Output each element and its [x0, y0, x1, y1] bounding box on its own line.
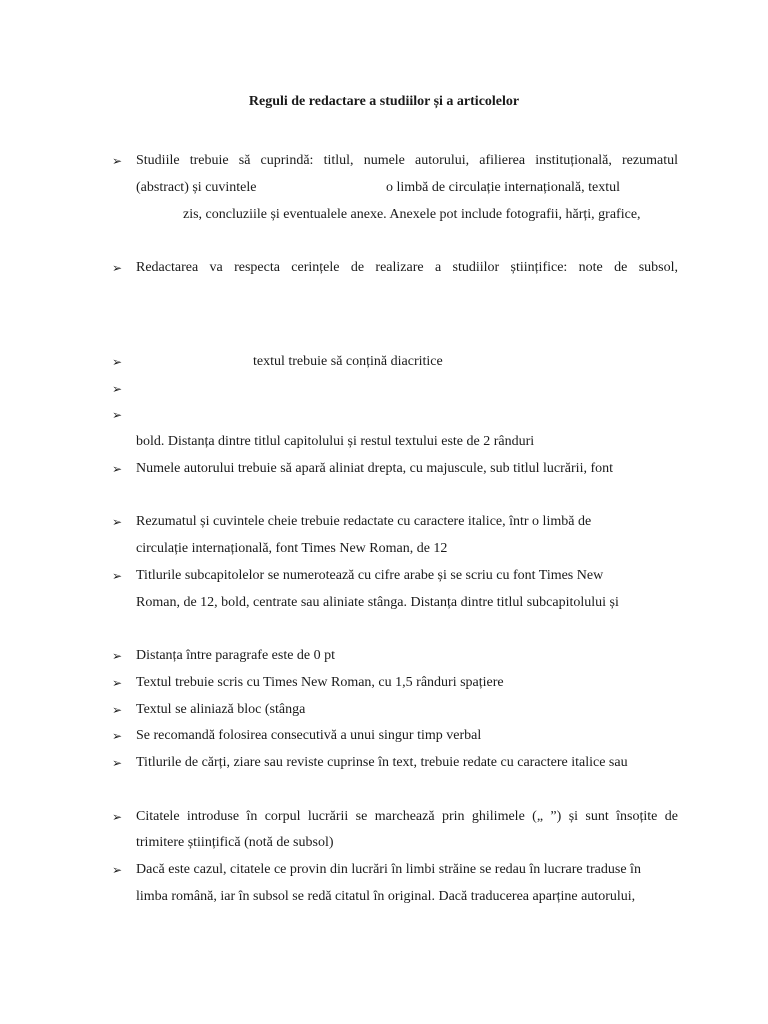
bullet-icon: ➢	[112, 649, 123, 663]
bullet-icon: ➢	[112, 703, 123, 717]
paragraph-line: Citatele introduse în corpul lucrării se marchează prin ghilimele („ ”) și sunt însoțite de	[136, 809, 678, 824]
paragraph-line: trimitere științifică (notă de subsol)	[136, 835, 334, 850]
paragraph-line: bold. Distanța dintre titlul capitolului și restul textului este de 2 rânduri	[136, 434, 535, 449]
paragraph-line: o limbă de circulație internațională, textul	[386, 180, 621, 195]
paragraph-line: Se recomandă folosirea consecutivă a unui singur timp verbal	[136, 728, 482, 743]
bullet-icon: ➢	[112, 863, 123, 877]
bullet-icon: ➢	[112, 382, 123, 396]
paragraph-line: limba română, iar în subsol se redă citatul în original. Dacă traducerea aparține autorului,	[136, 889, 636, 904]
bullet-icon: ➢	[112, 355, 123, 369]
paragraph-line: zis, concluziile și eventualele anexe. Anexele pot include fotografii, hărți, grafice,	[183, 207, 641, 222]
bullet-icon: ➢	[112, 261, 123, 275]
paragraph-line: Redactarea va respecta cerințele de realizare a studiilor științifice: note de subsol,	[136, 260, 678, 275]
bullet-icon: ➢	[112, 756, 123, 770]
paragraph-line: circulație internațională, font Times New Roman, de 12	[136, 541, 448, 556]
paragraph-line: Roman, de 12, bold, centrate sau aliniate stânga. Distanța dintre titlul subcapitolului și	[136, 595, 619, 610]
paragraph-line: Numele autorului trebuie să apară aliniat drepta, cu majuscule, sub titlul lucrării, font	[136, 461, 614, 476]
paragraph-line: Textul trebuie scris cu Times New Roman, cu 1,5 rânduri spațiere	[136, 675, 504, 690]
bullet-icon: ➢	[112, 515, 123, 529]
paragraph-line: textul trebuie să conțină diacritice	[253, 354, 443, 369]
paragraph-line: Distanța între paragrafe este de 0 pt	[136, 648, 336, 663]
paragraph-line: Titlurile subcapitolelor se numerotează cu cifre arabe și se scriu cu font Times New	[136, 568, 604, 583]
bullet-icon: ➢	[112, 810, 123, 824]
bullet-icon: ➢	[112, 154, 123, 168]
paragraph-line: Textul se aliniază bloc (stânga	[136, 702, 306, 717]
paragraph-line: Studiile trebuie să cuprindă: titlul, numele autorului, afilierea instituțională, rezumatul	[136, 153, 678, 168]
bullet-icon: ➢	[112, 408, 123, 422]
bullet-icon: ➢	[112, 676, 123, 690]
bullet-icon: ➢	[112, 729, 123, 743]
paragraph-line: Dacă este cazul, citatele ce provin din lucrări în limbi străine se redau în lucrare traduse în	[136, 862, 641, 877]
paragraph-line: (abstract) și cuvintele	[136, 180, 257, 195]
bullet-icon: ➢	[112, 569, 123, 583]
paragraph-line: Rezumatul și cuvintele cheie trebuie redactate cu caractere italice, într o limbă de	[136, 514, 592, 529]
document-title: Reguli de redactare a studiilor și a articolelor	[248, 94, 520, 109]
bullet-icon: ➢	[112, 462, 123, 476]
paragraph-line: Titlurile de cărți, ziare sau reviste cuprinse în text, trebuie redate cu caractere italice sau	[136, 755, 628, 770]
